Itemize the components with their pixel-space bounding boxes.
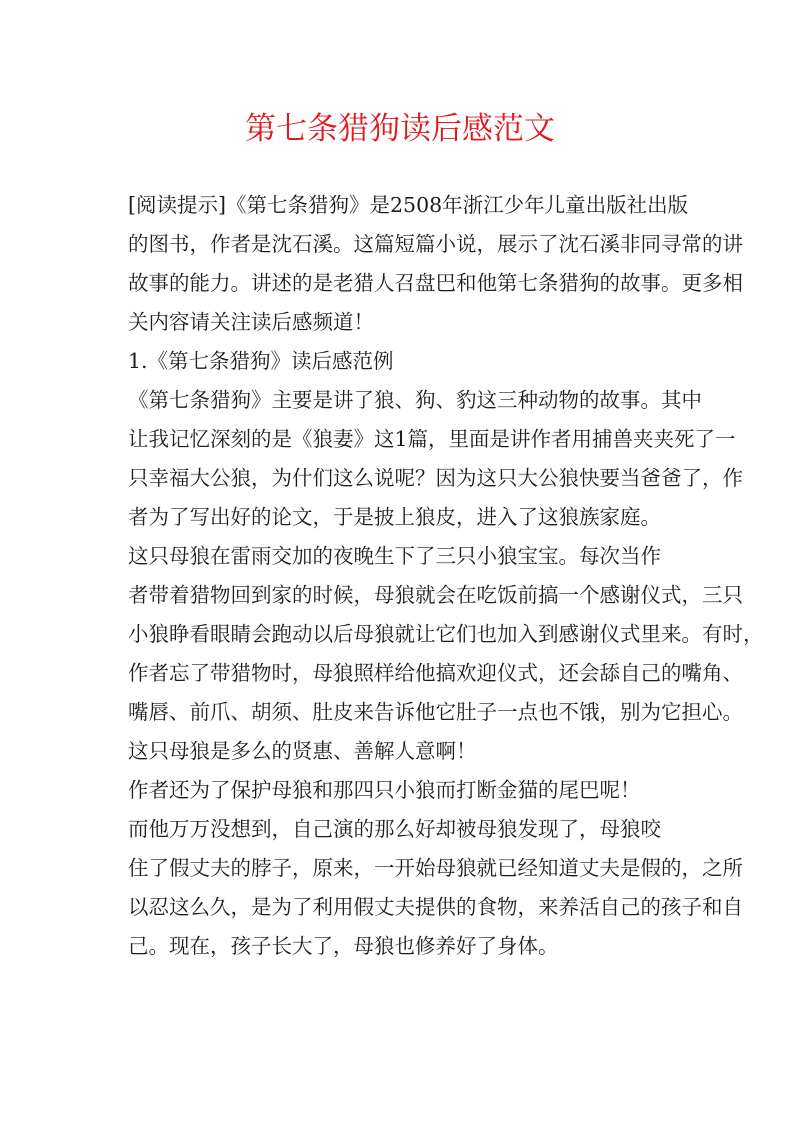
text-line: 己。现在，孩子长大了，母狼也修养好了身体。 — [128, 934, 559, 958]
text-line: 1.《第七条猎狗》读后感范例 — [128, 349, 394, 373]
document-title: 第七条猎狗读后感范文 — [245, 111, 555, 147]
text-line: 作者还为了保护母狼和那四只小狼而打断金猫的尾巴呢！ — [128, 778, 641, 802]
text-line: 关内容请关注读后感频道！ — [128, 310, 374, 334]
text-line: 而他万万没想到，自己演的那么好却被母狼发现了，母狼咬 — [128, 817, 661, 841]
text-line: 住了假丈夫的脖子，原来，一开始母狼就已经知道丈夫是假的，之所 — [128, 856, 743, 880]
text-line: 者为了写出好的论文，于是披上狼皮，进入了这狼族家庭。 — [128, 505, 661, 529]
text-line: 小狼睁看眼睛会跑动以后母狼就让它们也加入到感谢仪式里来。有时， — [128, 622, 764, 646]
text-line: 只幸福大公狼，为什们这么说呢？因为这只大公狼快要当爸爸了，作 — [128, 466, 743, 490]
text-line: 这只母狼在雷雨交加的夜晚生下了三只小狼宝宝。每次当作 — [128, 544, 661, 568]
text-line: 让我记忆深刻的是《狼妻》这1篇，里面是讲作者用捕兽夹夹死了一 — [128, 427, 736, 451]
text-line: 这只母狼是多么的贤惠、善解人意啊！ — [128, 739, 477, 763]
text-line: 的图书，作者是沈石溪。这篇短篇小说，展示了沈石溪非同寻常的讲 — [128, 232, 743, 256]
text-line: 者带着猎物回到家的时候，母狼就会在吃饭前搞一个感谢仪式，三只 — [128, 583, 743, 607]
document-body — [128, 186, 764, 966]
text-line: 嘴唇、前爪、胡须、肚皮来告诉他它肚子一点也不饿，别为它担心。 — [128, 700, 743, 724]
text-line: 作者忘了带猎物时，母狼照样给他搞欢迎仪式，还会舔自己的嘴角、 — [128, 661, 743, 685]
text-line: [阅读提示]《第七条猎狗》是2508年浙江少年儿童出版社出版 — [128, 193, 689, 217]
text-line: 以忍这么久，是为了利用假丈夫提供的食物，来养活自己的孩子和自 — [128, 895, 743, 919]
text-line: 《第七条猎狗》主要是讲了狼、狗、豹这三种动物的故事。其中 — [128, 388, 702, 412]
text-line: 故事的能力。讲述的是老猎人召盘巴和他第七条猎狗的故事。更多相 — [128, 271, 743, 295]
